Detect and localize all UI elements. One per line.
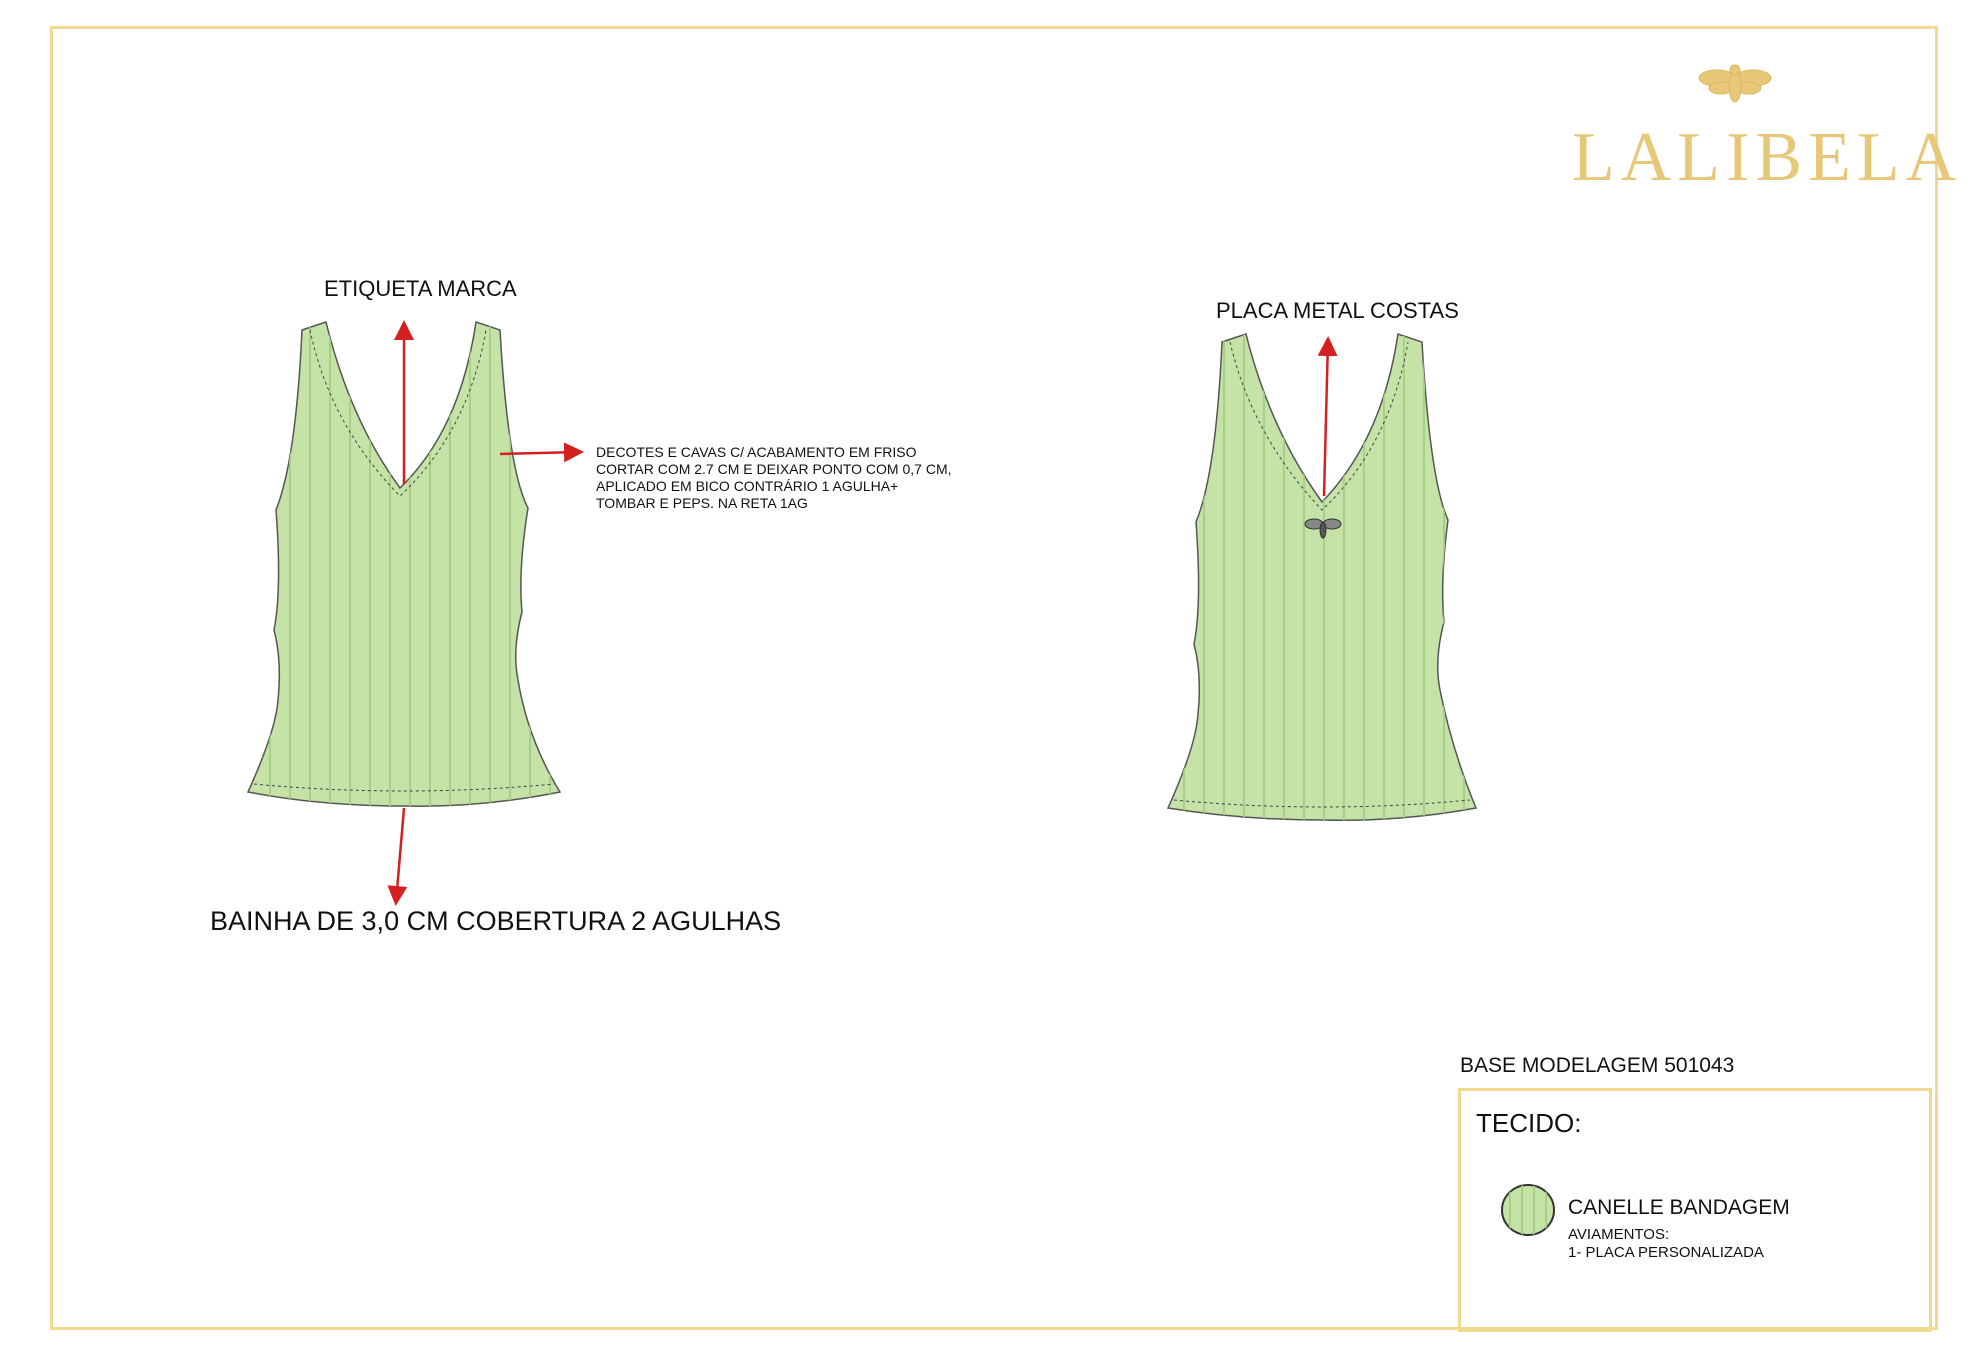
bainha-label: BAINHA DE 3,0 CM COBERTURA 2 AGULHAS (210, 906, 782, 936)
note-line: DECOTES E CAVAS C/ ACABAMENTO EM FRISO (596, 444, 917, 460)
back-garment (1168, 330, 1476, 830)
aviamentos-label: AVIAMENTOS: (1568, 1226, 1670, 1243)
tecido-title: TECIDO: (1476, 1108, 1582, 1138)
fabric-name: CANELLE BANDAGEM (1568, 1196, 1790, 1219)
arrow-bainha (396, 808, 404, 902)
brand-name: LALIBELA (1572, 119, 1963, 196)
base-modelagem-label: BASE MODELAGEM 501043 (1460, 1054, 1735, 1077)
note-line: TOMBAR E PEPS. NA RETA 1AG (596, 495, 808, 511)
decotes-note (596, 444, 952, 512)
placa-label: PLACA METAL COSTAS (1216, 298, 1459, 323)
note-line: APLICADO EM BICO CONTRÁRIO 1 AGULHA+ (596, 478, 899, 494)
arrow-placa (1324, 340, 1328, 496)
aviamentos-item: 1- PLACA PERSONALIZADA (1568, 1244, 1764, 1261)
note-line: CORTAR COM 2.7 CM E DEIXAR PONTO COM 0,7 CM, (596, 461, 952, 477)
etiqueta-label: ETIQUETA MARCA (324, 276, 517, 301)
